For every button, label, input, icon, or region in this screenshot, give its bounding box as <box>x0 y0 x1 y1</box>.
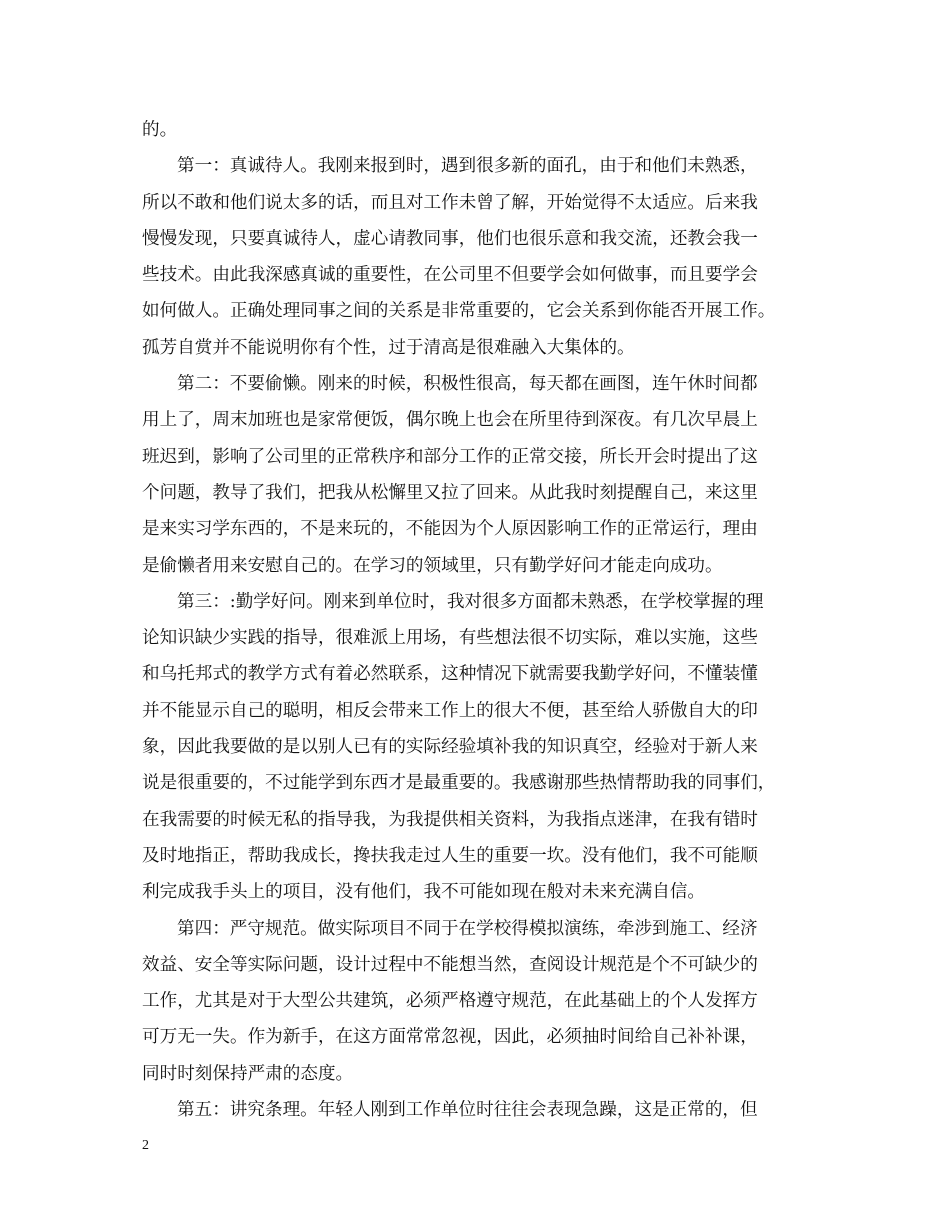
text-line: 可万无一失。作为新手，在这方面常常忽视，因此，必须抽时间给自己补补课， <box>142 1027 758 1048</box>
text-line: 孤芳自赏并不能说明你有个性，过于清高是很难融入大集体的。 <box>142 337 635 358</box>
text-line: 所以不敢和他们说太多的话，而且对工作未曾了解，开始觉得不太适应。后来我 <box>142 192 758 213</box>
text-line: 些技术。由此我深感真诚的重要性，在公司里不但要学会如何做事，而且要学会 <box>142 265 758 286</box>
text-line: 同时时刻保持严肃的态度。 <box>142 1063 354 1084</box>
document-body <box>142 112 832 1128</box>
text-line: 是来实习学东西的，不是来玩的，不能因为个人原因影响工作的正常运行，理由 <box>142 519 758 540</box>
text-line: 慢慢发现，只要真诚待人，虚心请教同事，他们也很乐意和我交流，还教会我一 <box>142 228 758 249</box>
text-line: 是偷懒者用来安慰自己的。在学习的领域里，只有勤学好问才能走向成功。 <box>142 555 723 576</box>
text-line: 在我需要的时候无私的指导我，为我提供相关资料，为我指点迷津，在我有错时 <box>142 809 758 830</box>
text-line: 工作，尤其是对于大型公共建筑，必须严格遵守规范，在此基础上的个人发挥方 <box>142 991 758 1012</box>
text-line: 并不能显示自己的聪明，相反会带来工作上的很大不便，甚至给人骄傲自大的印 <box>142 700 758 721</box>
text-line: 用上了，周末加班也是家常便饭，偶尔晚上也会在所里待到深夜。有几次早晨上 <box>142 410 758 431</box>
paragraph-first-line: 第二：不要偷懒。刚来的时候，积极性很高，每天都在画图，连午休时间都 <box>177 374 758 395</box>
text-line: 论知识缺少实践的指导，很难派上用场，有些想法很不切实际，难以实施，这些 <box>142 628 758 649</box>
text-line: 利完成我手头上的项目，没有他们，我不可能如现在般对未来充满自信。 <box>142 882 706 903</box>
text-line: 及时地指正，帮助我成长，搀扶我走过人生的重要一坎。没有他们，我不可能顺 <box>142 845 758 866</box>
paragraph-first-line: 第一：真诚待人。我刚来报到时，遇到很多新的面孔，由于和他们未熟悉， <box>177 156 758 177</box>
paragraph-first-line: 第五：讲究条理。年轻人刚到工作单位时往往会表现急躁，这是正常的，但 <box>177 1100 758 1121</box>
text-line: 象，因此我要做的是以别人已有的实际经验填补我的知识真空，经验对于新人来 <box>142 737 758 758</box>
text-line: 和乌托邦式的教学方式有着必然联系，这种情况下就需要我勤学好问，不懂装懂 <box>142 664 758 685</box>
paragraph-first-line: 第四：严守规范。做实际项目不同于在学校得模拟演练，牵涉到施工、经济 <box>177 918 758 939</box>
page-number: 2 <box>142 1138 149 1153</box>
text-line: 如何做人。正确处理同事之间的关系是非常重要的，它会关系到你能否开展工作。 <box>142 301 776 322</box>
paragraph-first-line: 第三：:勤学好问。刚来到单位时，我对很多方面都未熟悉，在学校掌握的理 <box>177 591 764 612</box>
text-line: 个问题，教导了我们，把我从松懈里又拉了回来。从此我时刻提醒自己，来这里 <box>142 482 758 503</box>
text-line: 的。 <box>142 120 178 140</box>
text-line: 班迟到，影响了公司里的正常秩序和部分工作的正常交接，所长开会时提出了这 <box>142 446 758 467</box>
text-line: 效益、安全等实际问题，设计过程中不能想当然，查阅设计规范是个不可缺少的 <box>142 954 758 975</box>
text-line: 说是很重要的，不过能学到东西才是最重要的。我感谢那些热情帮助我的同事们， <box>142 773 776 794</box>
